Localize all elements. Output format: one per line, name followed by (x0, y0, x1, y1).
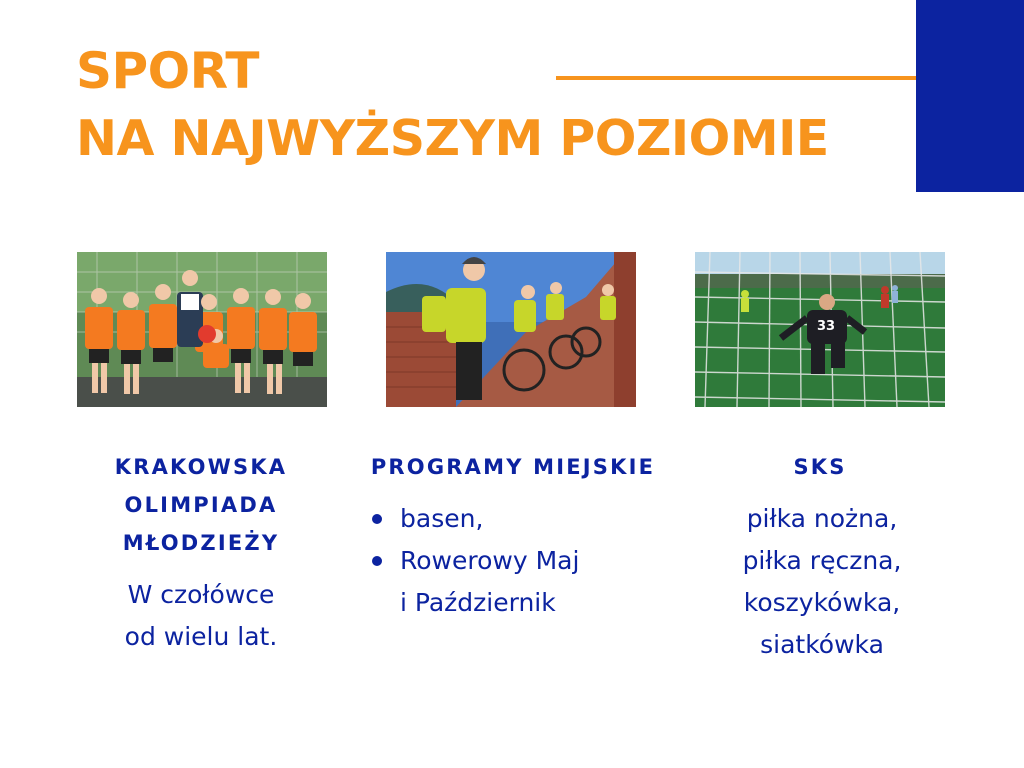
text-line: od wielu lat. (124, 622, 278, 651)
svg-text:33: 33 (817, 319, 836, 334)
list-item-continuation: i Październik (400, 588, 556, 617)
heading-line: OLIMPIADA (124, 493, 278, 517)
heading-line: KRAKOWSKA (114, 455, 288, 479)
olympiad-text (96, 574, 306, 658)
text-line: siatkówka (760, 630, 884, 659)
header-rule (556, 76, 916, 80)
title-line-1: SPORT (76, 42, 260, 100)
list-item: basen, (366, 498, 579, 540)
heading-line: MŁODZIEŻY (122, 531, 280, 555)
programs-list (366, 498, 579, 624)
heading-krakowska-olimpiada (90, 448, 312, 562)
list-item: Rowerowy Maj (366, 540, 579, 582)
text-line: piłka ręczna, (742, 546, 902, 575)
text-line: koszykówka, (743, 588, 901, 617)
title-line-2: NA NAJWYŻSZYM POZIOMIE (76, 110, 829, 167)
heading-sks: SKS (793, 455, 847, 479)
sks-text (712, 498, 932, 666)
heading-programy-miejskie: PROGRAMY MIEJSKIE (370, 455, 656, 479)
corner-accent-block (916, 0, 1024, 192)
text-line: piłka nożna, (746, 504, 898, 533)
photo-olympiad-team (77, 252, 327, 407)
photo-football-goalkeeper (695, 252, 945, 407)
photo-cyclists (386, 252, 636, 407)
text-line: W czołówce (127, 580, 275, 609)
